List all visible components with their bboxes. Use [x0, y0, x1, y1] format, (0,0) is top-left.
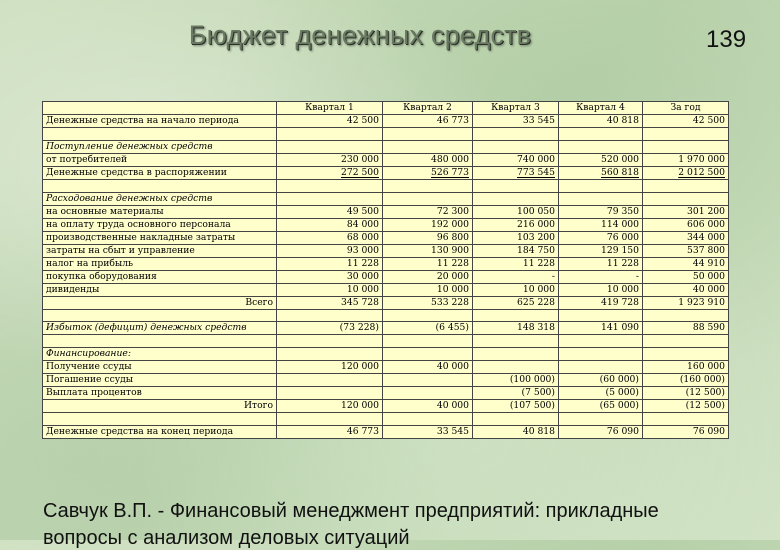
value-cell: 560 818 — [559, 166, 643, 179]
value-cell — [473, 413, 559, 426]
row-label: от потребителей — [43, 153, 277, 166]
value-cell — [559, 335, 643, 348]
value-cell — [473, 192, 559, 205]
value-cell: 79 350 — [559, 205, 643, 218]
value-cell — [277, 413, 383, 426]
table-row — [43, 153, 729, 166]
value-cell — [559, 128, 643, 141]
value-cell: 33 545 — [383, 425, 473, 438]
value-cell: 103 200 — [473, 231, 559, 244]
value-cell: 520 000 — [559, 153, 643, 166]
value-cell: 88 590 — [643, 322, 729, 335]
value-cell: 2 012 500 — [643, 166, 729, 179]
value-cell — [643, 128, 729, 141]
value-cell: 148 318 — [473, 322, 559, 335]
row-label: Поступление денежных средств — [43, 140, 277, 153]
value-cell: 40 000 — [383, 400, 473, 413]
value-cell: 345 728 — [277, 296, 383, 309]
row-label: Финансирование: — [43, 348, 277, 361]
value-cell: 40 818 — [559, 115, 643, 128]
value-cell — [277, 374, 383, 387]
value-cell — [643, 413, 729, 426]
value-cell: 76 090 — [643, 425, 729, 438]
slide-title: Бюджет денежных средств — [188, 20, 532, 50]
table-row — [43, 374, 729, 387]
value-cell: 11 228 — [277, 257, 383, 270]
cash-budget-table — [42, 101, 729, 439]
table-row — [43, 179, 729, 192]
value-cell — [473, 335, 559, 348]
table-row — [43, 400, 729, 413]
value-cell: 93 000 — [277, 244, 383, 257]
value-cell: 184 750 — [473, 244, 559, 257]
value-cell: 42 500 — [643, 115, 729, 128]
value-cell: 141 090 — [559, 322, 643, 335]
table-row — [43, 115, 729, 128]
table-row — [43, 128, 729, 141]
value-cell — [559, 309, 643, 322]
row-label: на основные материалы — [43, 205, 277, 218]
row-label: покупка оборудования — [43, 270, 277, 283]
row-label: налог на прибыль — [43, 257, 277, 270]
value-cell — [383, 179, 473, 192]
value-cell — [383, 348, 473, 361]
value-cell — [277, 335, 383, 348]
value-cell — [473, 309, 559, 322]
value-cell — [559, 348, 643, 361]
value-cell: (160 000) — [643, 374, 729, 387]
value-cell: 272 500 — [277, 166, 383, 179]
value-cell: 33 545 — [473, 115, 559, 128]
table-row — [43, 335, 729, 348]
value-cell — [277, 128, 383, 141]
value-cell: 625 228 — [473, 296, 559, 309]
table-body — [43, 115, 729, 439]
value-cell — [643, 309, 729, 322]
header-cell: Квартал 1 — [277, 102, 383, 115]
value-cell — [643, 140, 729, 153]
value-cell — [277, 192, 383, 205]
value-cell: 216 000 — [473, 218, 559, 231]
value-cell: (60 000) — [559, 374, 643, 387]
value-cell — [383, 413, 473, 426]
value-cell: (107 500) — [473, 400, 559, 413]
table-row — [43, 322, 729, 335]
value-cell: 11 228 — [383, 257, 473, 270]
value-cell: 120 000 — [277, 361, 383, 374]
value-cell: 192 000 — [383, 218, 473, 231]
value-cell: 96 800 — [383, 231, 473, 244]
table-row — [43, 205, 729, 218]
value-cell: 120 000 — [277, 400, 383, 413]
row-label: Расходование денежных средств — [43, 192, 277, 205]
header-cell — [43, 102, 277, 115]
value-cell: 49 500 — [277, 205, 383, 218]
value-cell: - — [473, 270, 559, 283]
value-cell: 533 228 — [383, 296, 473, 309]
row-label: Денежные средства на конец периода — [43, 425, 277, 438]
table-row — [43, 296, 729, 309]
value-cell: (12 500) — [643, 387, 729, 400]
row-label — [43, 413, 277, 426]
value-cell: (100 000) — [473, 374, 559, 387]
value-cell — [383, 140, 473, 153]
value-cell: 10 000 — [559, 283, 643, 296]
budget-table-container — [42, 101, 729, 439]
row-label: на оплату труда основного персонала — [43, 218, 277, 231]
table-row — [43, 361, 729, 374]
value-cell: 11 228 — [473, 257, 559, 270]
row-label: Всего — [43, 296, 277, 309]
value-cell — [383, 387, 473, 400]
row-label — [43, 179, 277, 192]
table-row — [43, 166, 729, 179]
table-row — [43, 387, 729, 400]
value-cell — [559, 140, 643, 153]
value-cell: 11 228 — [559, 257, 643, 270]
value-cell — [473, 361, 559, 374]
value-cell: 84 000 — [277, 218, 383, 231]
value-cell: 537 800 — [643, 244, 729, 257]
value-cell: 301 200 — [643, 205, 729, 218]
value-cell: 526 773 — [383, 166, 473, 179]
value-cell — [473, 348, 559, 361]
value-cell — [559, 179, 643, 192]
value-cell: 129 150 — [559, 244, 643, 257]
value-cell: 100 050 — [473, 205, 559, 218]
value-cell — [559, 361, 643, 374]
value-cell — [559, 192, 643, 205]
value-cell — [643, 179, 729, 192]
table-row — [43, 257, 729, 270]
value-cell: 44 910 — [643, 257, 729, 270]
value-cell: 344 000 — [643, 231, 729, 244]
header-cell: Квартал 4 — [559, 102, 643, 115]
table-row — [43, 140, 729, 153]
table-row — [43, 283, 729, 296]
row-label: дивиденды — [43, 283, 277, 296]
value-cell: (12 500) — [643, 400, 729, 413]
value-cell — [383, 192, 473, 205]
row-label: производственные накладные затраты — [43, 231, 277, 244]
value-cell: 46 773 — [383, 115, 473, 128]
value-cell — [277, 387, 383, 400]
value-cell: 42 500 — [277, 115, 383, 128]
value-cell: - — [559, 270, 643, 283]
value-cell — [473, 179, 559, 192]
table-row — [43, 244, 729, 257]
value-cell — [473, 140, 559, 153]
value-cell: (5 000) — [559, 387, 643, 400]
value-cell — [383, 335, 473, 348]
value-cell — [643, 348, 729, 361]
value-cell: 40 818 — [473, 425, 559, 438]
value-cell: 773 545 — [473, 166, 559, 179]
value-cell — [383, 374, 473, 387]
value-cell: 72 300 — [383, 205, 473, 218]
value-cell: 606 000 — [643, 218, 729, 231]
row-label: Погашение ссуды — [43, 374, 277, 387]
value-cell: (6 455) — [383, 322, 473, 335]
value-cell — [473, 128, 559, 141]
value-cell — [383, 128, 473, 141]
value-cell: 740 000 — [473, 153, 559, 166]
value-cell: 40 000 — [643, 283, 729, 296]
value-cell: 76 090 — [559, 425, 643, 438]
value-cell — [559, 413, 643, 426]
value-cell: 50 000 — [643, 270, 729, 283]
value-cell: 20 000 — [383, 270, 473, 283]
value-cell: 130 900 — [383, 244, 473, 257]
value-cell: 10 000 — [383, 283, 473, 296]
value-cell: 480 000 — [383, 153, 473, 166]
header-cell: За год — [643, 102, 729, 115]
value-cell: (65 000) — [559, 400, 643, 413]
value-cell: 40 000 — [383, 361, 473, 374]
value-cell: 10 000 — [473, 283, 559, 296]
value-cell: 10 000 — [277, 283, 383, 296]
source-citation-line-2: вопросы с анализом деловых ситуаций — [43, 527, 410, 549]
value-cell: 1 923 910 — [643, 296, 729, 309]
table-row — [43, 231, 729, 244]
header-cell: Квартал 3 — [473, 102, 559, 115]
row-label: Денежные средства в распоряжении — [43, 166, 277, 179]
value-cell — [383, 309, 473, 322]
value-cell: 1 970 000 — [643, 153, 729, 166]
value-cell — [277, 348, 383, 361]
row-label — [43, 128, 277, 141]
value-cell: (7 500) — [473, 387, 559, 400]
value-cell: 76 000 — [559, 231, 643, 244]
row-label: Итого — [43, 400, 277, 413]
page-number: 139 — [706, 26, 747, 53]
value-cell: 114 000 — [559, 218, 643, 231]
row-label: Выплата процентов — [43, 387, 277, 400]
value-cell: 30 000 — [277, 270, 383, 283]
row-label: Избыток (дефицит) денежных средств — [43, 322, 277, 335]
row-label: затраты на сбыт и управление — [43, 244, 277, 257]
table-row — [43, 425, 729, 438]
row-label — [43, 335, 277, 348]
value-cell: 68 000 — [277, 231, 383, 244]
value-cell — [277, 309, 383, 322]
table-row — [43, 413, 729, 426]
table-row — [43, 270, 729, 283]
value-cell: (73 228) — [277, 322, 383, 335]
table-row — [43, 348, 729, 361]
table-header-row — [43, 102, 729, 115]
value-cell — [643, 335, 729, 348]
value-cell: 419 728 — [559, 296, 643, 309]
value-cell: 230 000 — [277, 153, 383, 166]
header-cell: Квартал 2 — [383, 102, 473, 115]
row-label: Денежные средства на начало периода — [43, 115, 277, 128]
table-row — [43, 192, 729, 205]
value-cell: 160 000 — [643, 361, 729, 374]
value-cell — [643, 192, 729, 205]
value-cell: 46 773 — [277, 425, 383, 438]
table-row — [43, 218, 729, 231]
row-label — [43, 309, 277, 322]
source-citation-line-1: Савчук В.П. - Финансовый менеджмент предприятий: прикладные — [43, 500, 659, 522]
row-label: Получение ссуды — [43, 361, 277, 374]
table-row — [43, 309, 729, 322]
value-cell — [277, 179, 383, 192]
value-cell — [277, 140, 383, 153]
